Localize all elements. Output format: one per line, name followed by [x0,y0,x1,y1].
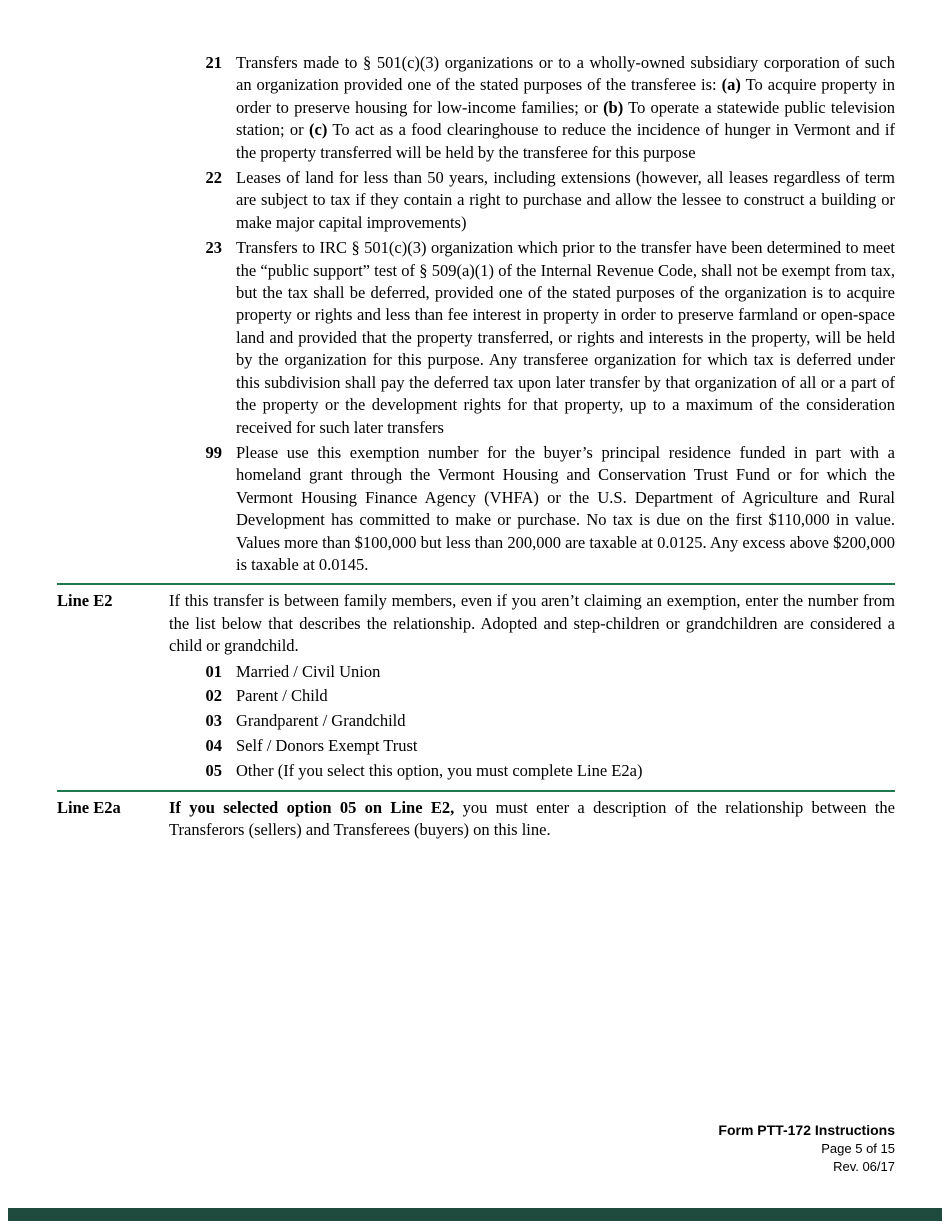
line-e2-section [57,583,895,782]
exemption-item-21 [169,52,895,164]
option-label: Married / Civil Union [236,661,381,681]
exemption-text: Please use this exemption number for the buyer’s principal residence funded in part with a homeland grant through the Vermont Housing and Conservation Trust Fund or for which the Vermont Housing Finance Agency (VHFA) or the U.S. Department of Agriculture and Rural Development has committed to make or purchase. No tax is due on the first $110,000 in value. Values more than $100,000 but less than 200,000 are taxable at 0.0125. Any excess above $200,000 is taxable at 0.0145. [236,442,895,574]
exemption-number: 21 [205,53,222,72]
line-e2-body [169,590,895,782]
exemption-list-section [57,52,895,576]
relationship-option-02 [169,685,895,707]
exemption-item-23 [169,237,895,439]
text-segment: To operate a statewide public television station; or [236,97,895,140]
exemption-list [169,52,895,576]
page-content [57,52,895,841]
exemption-text: Leases of land for less than 50 years, including extensions (however, all leases regardless of term are subject to tax if they contain a right to purchase and allow the lessee to construct a building or make major capital improvements) [236,168,895,232]
text-segment: Transfers made to § 501(c)(3) organizations or to a wholly-owned subsidiary corporation of such an organization provided one of the stated purposes of the transferee is: [236,53,895,95]
line-e2a-body [169,797,895,842]
text-segment: To acquire property in order to preserve housing for low-income families; or [236,75,895,117]
option-number: 03 [205,711,222,731]
exemption-text [236,52,895,164]
footer-form-title: Form PTT-172 Instructions [718,1122,895,1138]
line-e2a-bold-lead: If you selected option 05 on Line E2, [169,797,455,817]
text-segment: To act as a food clearinghouse to reduce the incidence of hunger in Vermont and if the property transferred will be held by the transferee for this purpose [236,120,896,162]
text-segment-bold-b: (b) [603,97,624,117]
line-e2a-text [169,797,895,842]
line-e2a-rest: you must enter a description of the relationship between the Transferors (sellers) and Transferees (buyers) on this line. [169,797,895,839]
exemption-number: 23 [205,238,222,258]
relationship-options [169,661,895,783]
exemption-item-99 [169,442,895,576]
relationship-option-04 [169,735,895,757]
text-segment-bold-a: (a) [721,75,741,95]
option-number: 05 [205,761,222,781]
option-number: 04 [205,736,222,756]
relationship-option-01 [169,661,895,683]
option-number: 02 [205,686,222,706]
exemption-text: Transfers to IRC § 501(c)(3) organization which prior to the transfer have been determined to meet the “public support” test of § 509(a)(1) of the Internal Revenue Code, shall not be exempt from tax, but the tax shall be deferred, provided one of the stated purposes of the organization is to acquire property or rights and less than fee interest in property in order to preserve farmland or open-space land and provided that the property transferred, or rights and interests in the property, will be held by the organization for this purpose. Any transferee organization for which tax is deferred under this subdivision shall pay the deferred tax upon later transfer by that organization of all or a part of the property or the development rights for that property, up to a maximum of the consideration received for such later transfers [236,238,895,437]
relationship-option-05 [169,760,895,782]
relationship-option-03 [169,710,895,732]
bottom-bar [8,1208,942,1221]
option-label: Parent / Child [236,686,328,706]
option-label: Self / Donors Exempt Trust [236,736,418,756]
option-label: Other (If you select this option, you must complete Line E2a) [236,761,643,781]
line-e2-intro: If this transfer is between family members, even if you aren’t claiming an exemption, enter the number from the list below that describes the relationship. Adopted and step-children or grandchildren are considered a child or grandchild. [169,591,895,656]
line-e2-label: Line E2 [57,591,113,611]
option-number: 01 [205,661,222,681]
exemption-number: 99 [205,442,222,462]
exemption-number: 22 [205,168,222,188]
page-footer [718,1121,895,1177]
text-segment-bold-c: (c) [309,120,328,140]
footer-page-number: Page 5 of 15 [821,1140,895,1156]
footer-revision: Rev. 06/17 [833,1159,895,1174]
line-e2a-label: Line E2a [57,797,121,817]
exemption-item-22 [169,167,895,234]
line-e2a-section [57,790,895,842]
option-label: Grandparent / Grandchild [236,711,406,731]
